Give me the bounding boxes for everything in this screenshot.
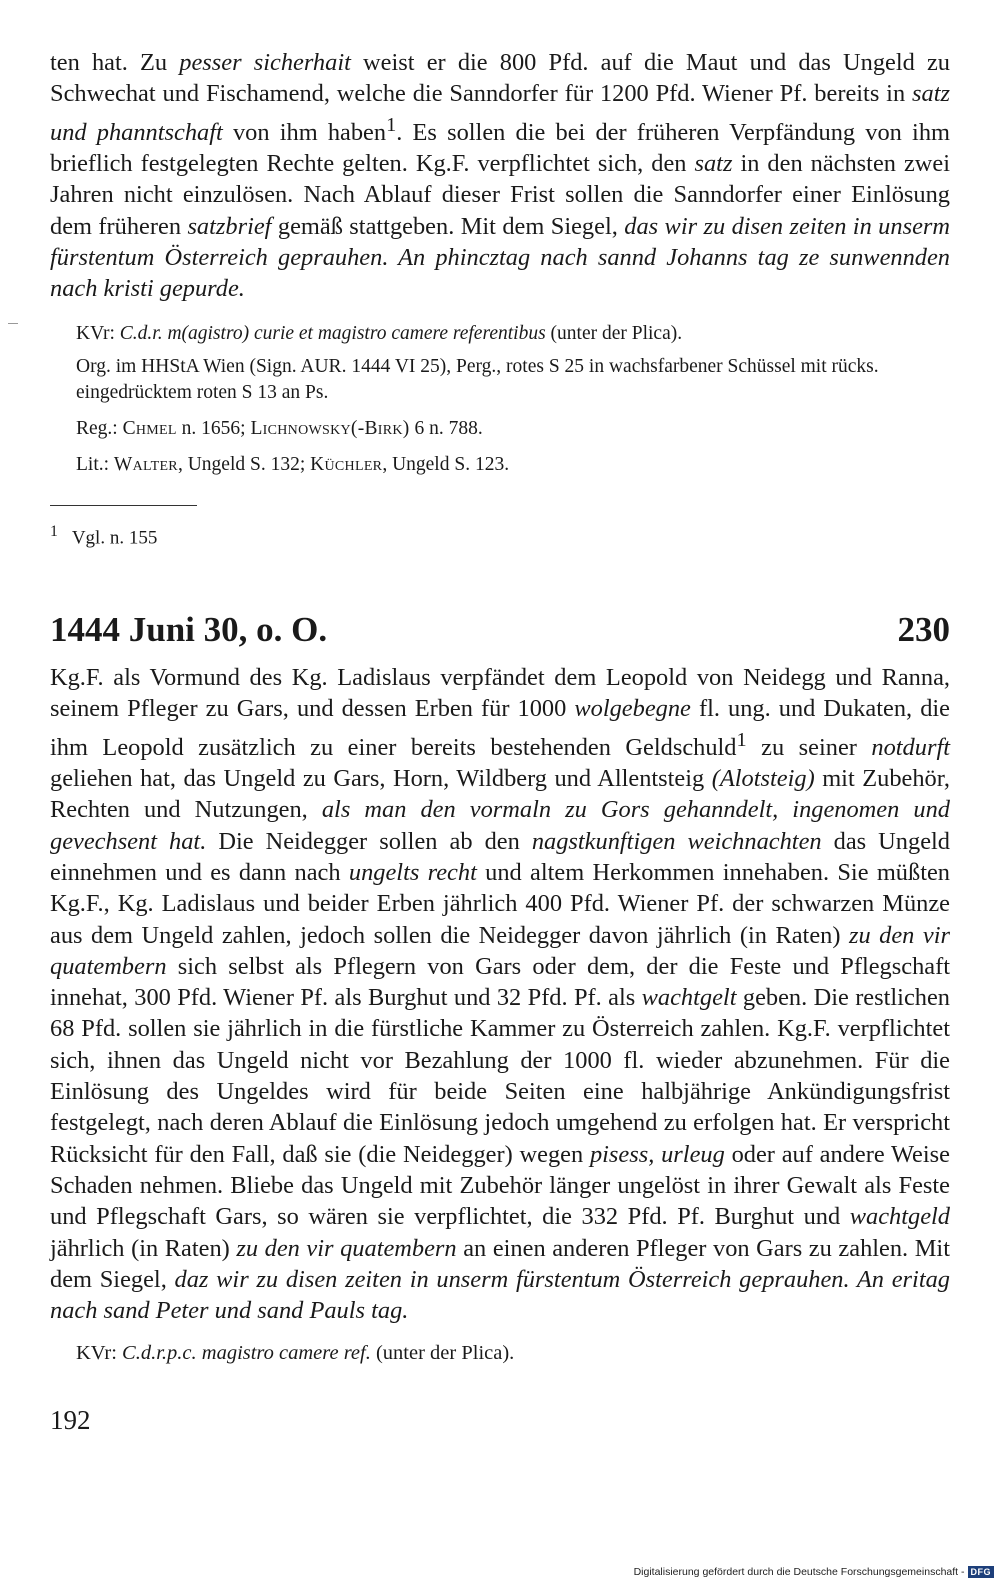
note-kvr: KVr: C.d.r. m(agistro) curie et magistro camere referentibus (unter der Plica). xyxy=(76,322,683,344)
prev-entry-notes xyxy=(50,319,950,481)
footnote: $^1$ Vgl. n. 155 xyxy=(50,522,158,549)
dfg-logo: DFG xyxy=(968,1566,995,1578)
prev-entry-text: ten hat. Zu pesser sicherhait weist er die 800 Pfd. auf die Maut und das Ungeld zu Schwechat und Fischamend, welche die Sanndorfer für 1200 Pfd. Wiener Pf. bereits in satz und phanntschaft von ihm haben$^1$. Es sollen die bei der früheren Verpfändung von ihm brieflich festgelegten Rechte gelten. Kg.F. verpflichtet sich, den satz in den nächsten zwei Jahren nicht einzulösen. Nach Ablauf dieser Frist sollen die Sanndorfer einer Einlösung dem früheren satzbrief gemäß stattgeben. Mit dem Siegel, das wir zu disen zeiten in unserm fürstentum Österreich geprauhen. An phincztag nach sannd Johanns tag ze sunwennden nach kristi gepurde. xyxy=(50,49,951,303)
margin-mark xyxy=(8,323,18,324)
dfg-credit: Digitalisierung gefördert durch die Deutsche Forschungsgemeinschaft - xyxy=(633,1566,965,1578)
note-literature: Lit.: Walter, Ungeld S. 132; Küchler, Ungeld S. 123. xyxy=(76,454,510,476)
entry-heading xyxy=(50,610,950,650)
entry-text: Kg.F. als Vormund des Kg. Ladislaus verpfändet dem Leopold von Neidegg und Ranna, seinem Pfleger zu Gars, und dessen Erben für 1000 wolgebegne fl. ung. und Dukaten, die ihm Leopold zusätzlich zu einer bereits bestehenden Geldschuld$^1$ zu seiner notdurft geliehen hat, das Ungeld zu Gars, Horn, Wildberg und Allentsteig (Alotsteig) mit Zubehör, Rechten und Nutzungen, als man den vormaln zu Gors gehanndelt, ingenomen und gevechsent hat. Die Neidegger sollen ab den nagstkunftigen weichnachten das Ungeld einnehmen und es dann nach ungelts recht und altem Herkommen innehaben. Sie müßten Kg.F., Kg. Ladislaus und beider Erben jährlich 400 Pfd. Wiener Pf. der schwarzen Münze aus dem Ungeld zahlen, jedoch sollen die Neidegger davon jährlich (in Raten) zu den vir quatembern sich selbst als Pflegern von Gars oder dem, der die Feste und Pflegschaft innehat, 300 Pfd. Wiener Pf. als Burghut und 32 Pfd. Pf. als wachtgelt geben. Die restlichen 68 Pfd. sollen sie jährlich in die fürstliche Kammer zu Österreich zahlen. Kg.F. verpflichtet sich, ihnen das Ungeld nicht vor Bezahlung der 1000 fl. wieder abzunehmen. Für die Einlösung des Ungeldes wird für beide Seiten eine halbjährige Ankündigungsfrist festgelegt, nach deren Ablauf die Einlösung jedoch umgehend zu erfolgen hat. Er verspricht Rücksicht für den Fall, daß sie (die Neidegger) wegen pisess, urleug oder auf andere Weise Schaden nehmen. Bliebe das Ungeld mit Zubehör länger ungelöst in ihrer Gewalt als Feste und Pflegschaft Gars, so wären sie verpflichtet, die 332 Pfd. Pf. Burghut und wachtgeld jährlich (in Raten) zu den vir quatembern an einen anderen Pfleger von Gars zu zahlen. Mit dem Siegel, daz wir zu disen zeiten in unserm fürstentum Österreich geprauhen. An eritag nach sand Peter und sand Pauls tag. xyxy=(50,664,950,1325)
note-original: Org. im HHStA Wien (Sign. AUR. 1444 VI 25), Perg., rotes S 25 in wachsfarbener Schüssel mit rücks. eingedrücktem roten S 13 an Ps. xyxy=(76,355,879,403)
entry-number: 230 xyxy=(897,610,950,650)
entry-kvr: KVr: C.d.r.p.c. magistro camere ref. (unter der Plica). xyxy=(76,1342,515,1365)
dfg-footer xyxy=(634,1566,994,1578)
page xyxy=(50,0,950,1436)
note-regest: Reg.: Chmel n. 1656; Lichnowsky(-Birk) 6 n. 788. xyxy=(76,417,483,439)
page-number: 192 xyxy=(50,1404,91,1435)
footnote-rule xyxy=(50,505,197,506)
entry-date: 1444 Juni 30, o. O. xyxy=(50,610,328,650)
